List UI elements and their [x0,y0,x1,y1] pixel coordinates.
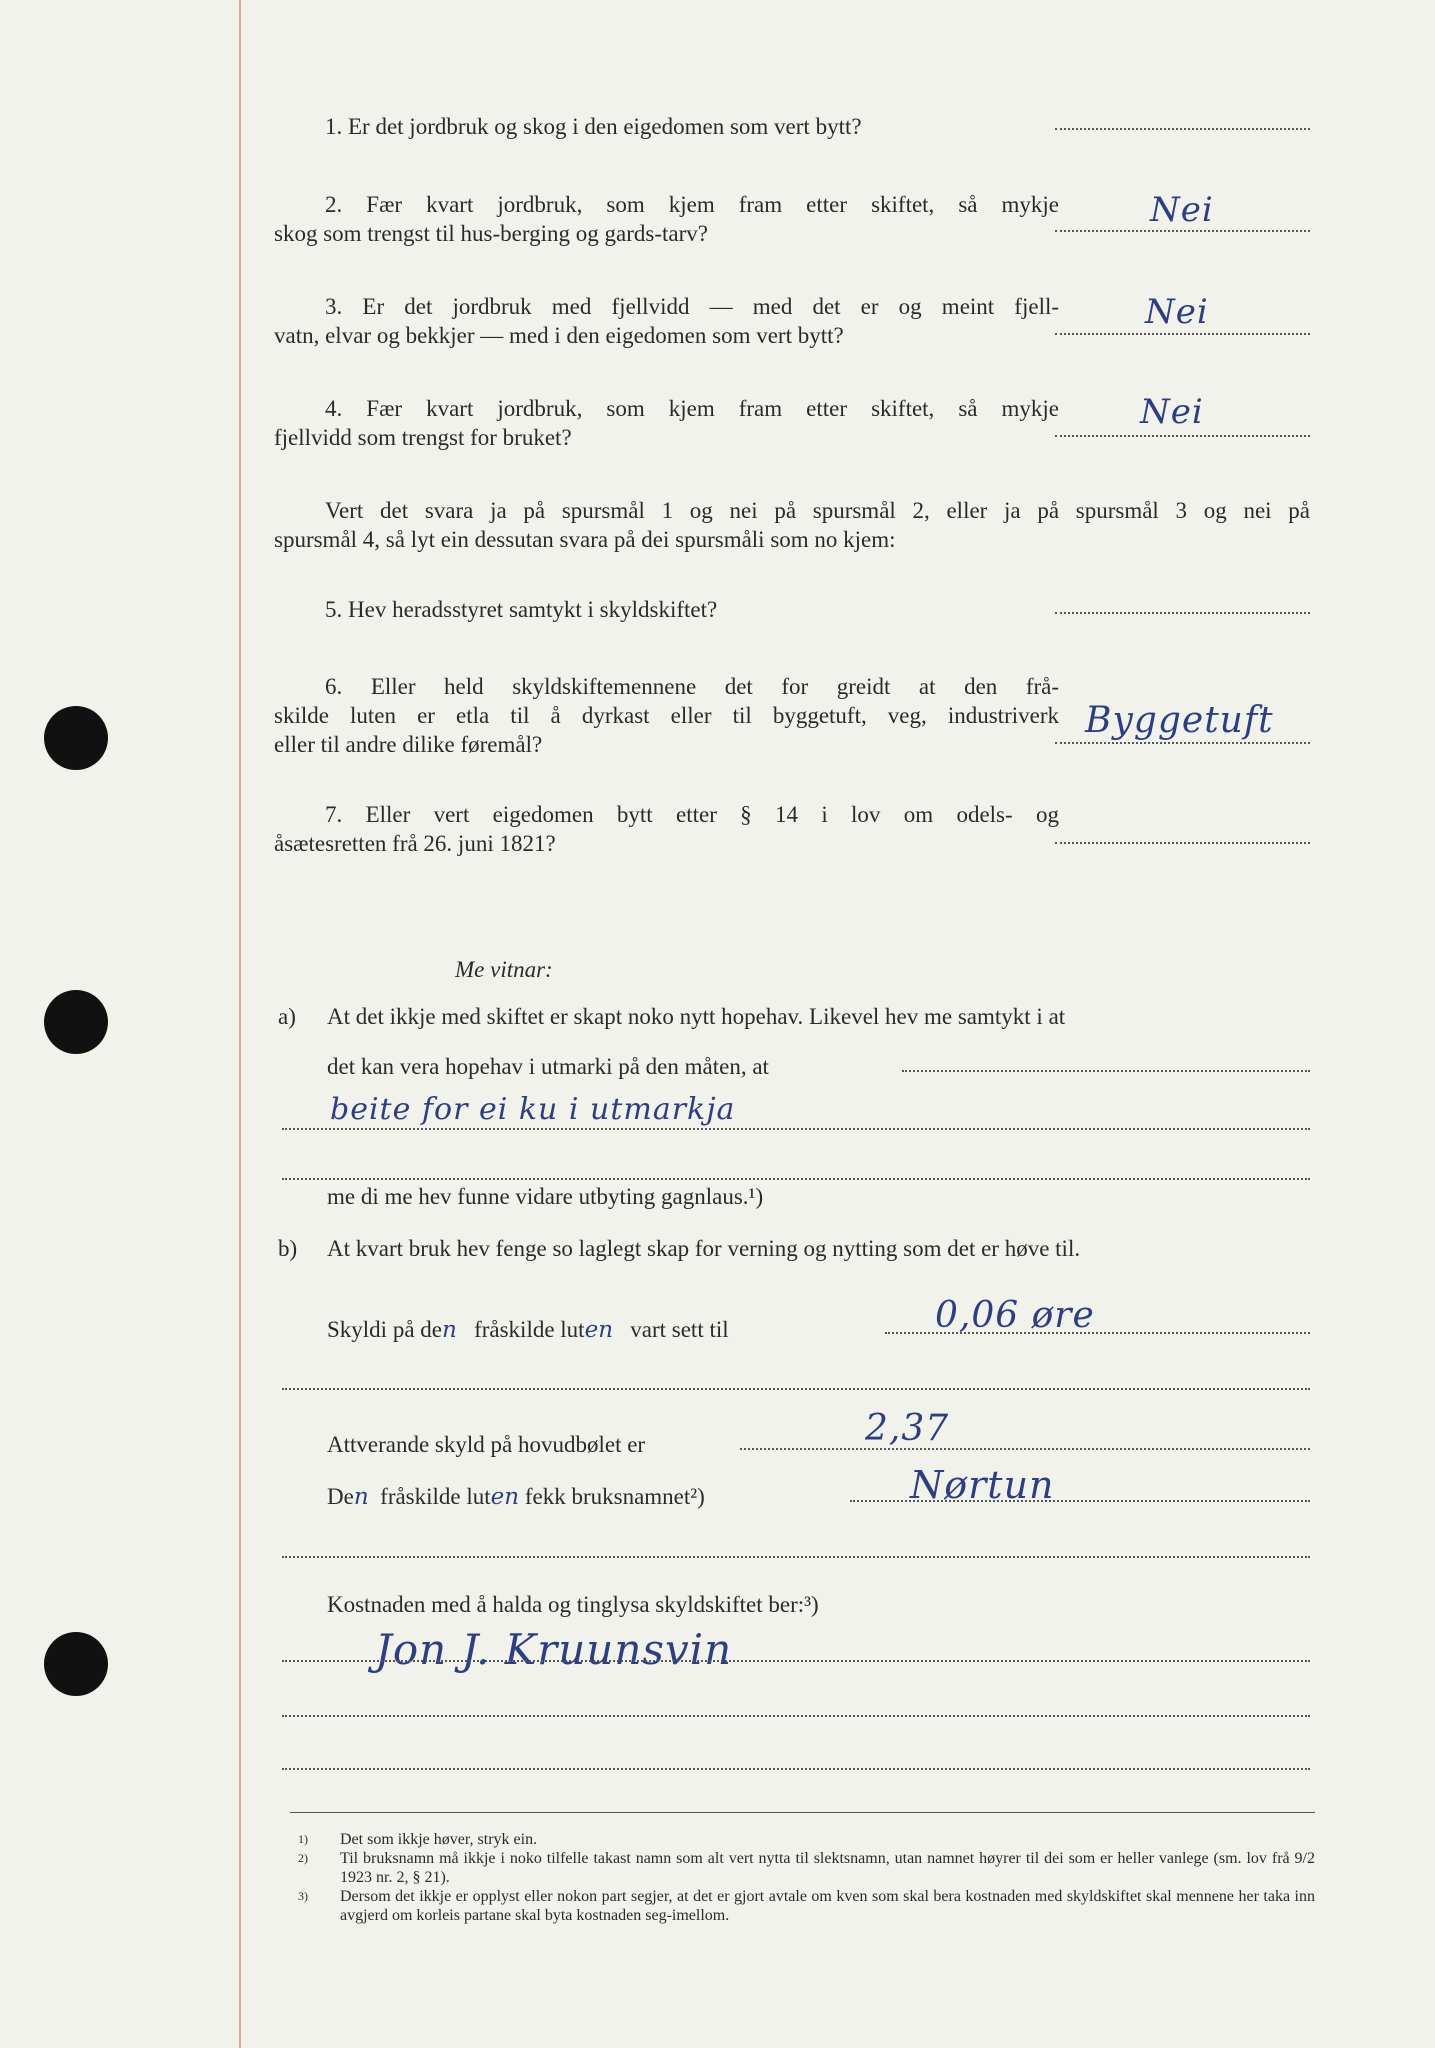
punch-hole-top [44,706,108,770]
question-2: 2. Fær kvart jordbruk, som kjem fram etter skiftet, så mykje skog som trengst til hus-berging og gards-tarv? [274,192,1060,246]
answer-line-1 [1055,128,1310,130]
question-number: 1. [325,114,343,139]
answer-6-handwriting: Byggetuft [1085,700,1274,741]
answer-4-handwriting: Nei [1140,392,1204,432]
kostnad-label: Kostnaden med å halda og tinglysa skyldskiftet ber:³) [327,1592,819,1617]
red-margin-line [239,0,241,2048]
kostnad-dotted-1 [282,1660,1310,1662]
question-4: 4. Fær kvart jordbruk, som kjem fram etter skiftet, så mykje fjellvidd som trengst for bruket? [274,396,1060,450]
attverande-label: Attverande skyld på hovudbølet er [327,1432,646,1457]
attverande-dotted [740,1448,1310,1450]
footnote-rule [290,1812,1315,1813]
item-a-line-2: det kan vera hopehav i utmarki på den måten, at [327,1054,769,1079]
kostnad-dotted-3 [282,1768,1310,1770]
punch-hole-middle [44,990,108,1054]
kostnad-dotted-2 [282,1715,1310,1717]
item-a-dotted-2 [282,1128,1310,1130]
kostnad-signature-handwriting: Jon J. Kruunsvin [375,1625,733,1674]
item-a-handwriting: beite for ei ku i utmarkja [330,1092,736,1127]
question-text: Er det jordbruk og skog i den eigedomen som vert bytt? [348,114,862,139]
bruksnamn-dotted-2 [282,1556,1310,1558]
answer-line-4 [1055,435,1310,437]
footnotes [290,1830,1315,1925]
answer-line-6 [1055,742,1310,744]
skyld-value-handwriting: 0,06 øre [935,1295,1095,1336]
question-6: 6. Eller held skyldskiftemennene det for greidt at den frå- skilde luten er etla til å dyrkast eller til byggetuft, veg, industriverk eller til andre dilike føremål? [274,674,1060,757]
intermediate-instruction: Vert det svara ja på spursmål 1 og nei på spursmål 2, eller ja på spursmål 3 og nei på spursmål 4, så lyt ein dessutan svara på dei spursmåli som no kjem: [274,498,1310,552]
item-a-dotted-1 [902,1070,1310,1072]
answer-line-7 [1055,842,1310,844]
bruksnamn-line: Den fråskilde luten fekk bruksnamnet²) [327,1484,705,1510]
footnote-3: 3) Dersom det ikkje er opplyst eller nokon part segjer, at det er gjort avtale om kven som skal bera kostnaden med skyldskiftet skal mennene her taka inn avgjerd om korleis partane skal byta kostnaden seg-imellom. [298,1888,1315,1924]
skyld-dotted-2 [282,1388,1310,1390]
item-a-line-1: At det ikkje med skiftet er skapt noko nytt hopehav. Likevel hev me samtykt i at [327,1004,1066,1029]
footnote-1: 1) Det som ikkje høver, stryk ein. [298,1831,538,1848]
item-a-dotted-3 [282,1178,1310,1180]
answer-line-2 [1055,230,1310,232]
footnote-2: 2) Til bruksnamn må ikkje i noko tilfelle takast namn som alt vert nytta til slektsnamn, utan namnet høyrer til dei som er heller vanlege (sm. lov frå 9/2 1923 nr. 2, § 21). [298,1850,1315,1886]
question-3: 3. Er det jordbruk med fjellvidd — med det er og meint fjell- vatn, elvar og bekkjer — med i den eigedomen som vert bytt? [274,294,1060,348]
witness-heading: Me vitnar: [455,957,553,982]
item-b-line: At kvart bruk hev fenge so laglegt skap for verning og nytting som det er høve til. [327,1236,1081,1261]
answer-line-5 [1055,612,1310,614]
question-5: 5. Hev heradsstyret samtykt i skyldskiftet? [325,597,718,622]
attverande-value-handwriting: 2,37 [865,1408,950,1449]
skyld-line: Skyldi på den fråskilde luten vart sett til [327,1317,729,1343]
item-a-line-3: me di me hev funne vidare utbyting gagnlaus.¹) [327,1184,764,1209]
question-1 [325,112,862,141]
bruksnamn-value-handwriting: Nørtun [910,1463,1055,1507]
answer-3-handwriting: Nei [1145,292,1209,332]
question-7: 7. Eller vert eigedomen bytt etter § 14 i lov om odels- og åsætesretten frå 26. juni 1821? [274,802,1059,856]
item-b-label: b) [278,1236,298,1261]
answer-2-handwriting: Nei [1150,190,1214,230]
answer-line-3 [1055,333,1310,335]
punch-hole-bottom [44,1632,108,1696]
item-a-label: a) [278,1004,296,1029]
